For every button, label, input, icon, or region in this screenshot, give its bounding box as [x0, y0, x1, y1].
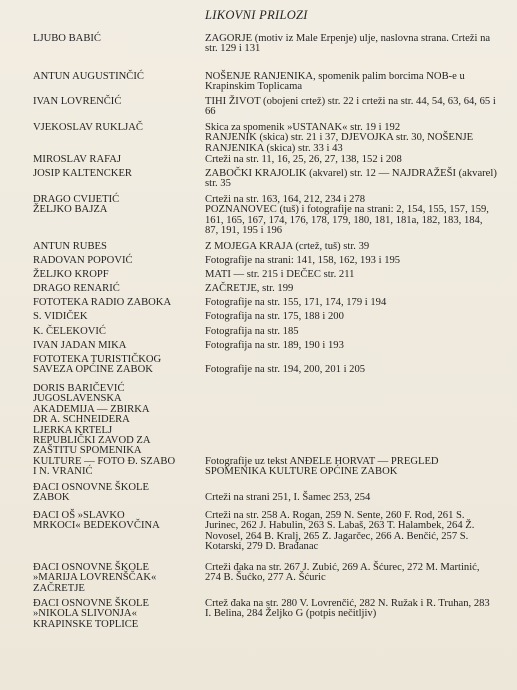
credit-description: Fotografije na str. 155, 171, 174, 179 i 194: [205, 297, 387, 308]
credit-description: Fotografija na str. 185: [205, 326, 299, 337]
artist-name: ŽELJKO KROPF: [33, 269, 109, 280]
artist-name: ĐACI OSNOVNE ŠKOLE »MARIJA LOVRENŠČAK« ZAČRETJE: [33, 562, 157, 594]
artist-name: FOTOTEKA TURISTIČKOG SAVEZA OPĆINE ZABOK: [33, 354, 162, 376]
artist-name: LJUBO BABIĆ: [33, 33, 101, 44]
credit-description: MATI — str. 215 i DEČEC str. 211: [205, 269, 355, 280]
artist-name: IVAN JADAN MIKA: [33, 340, 127, 351]
credit-entry: [33, 155, 498, 165]
credit-description: Fotografija na str. 175, 188 i 200: [205, 311, 344, 322]
credit-entry: [33, 312, 498, 322]
credit-description: Crteži na str. 258 A. Rogan, 259 N. Sente, 260 F. Rod, 261 S. Jurinec, 262 J. Habulin, 263 S. Labaš, 263 T. Halambek, 264 Ž. Novosel, 264 B. Kralj, 265 Z. Jagarčec, 266 A. Benčić, 257 S. Kotarski, 279 D. Brađanac: [205, 510, 475, 553]
artist-name: IVAN LOVRENČIĆ: [33, 96, 122, 107]
credit-description: ZABOČKI KRAJOLIK (akvarel) str. 12 — NAJDRAŽEŠI (akvarel) str. 35: [205, 168, 497, 190]
artist-name: ANTUN RUBES: [33, 241, 107, 252]
credit-entry: [33, 511, 498, 553]
credit-description: Crteži đaka na str. 267 J. Zubić, 269 A. Šćurec, 272 M. Martinić, 274 B. Šućko, 277 A. Šćuric: [205, 562, 480, 584]
credit-description: ZAČRETJE, str. 199: [205, 283, 294, 294]
credit-entry: [33, 298, 498, 308]
credit-description: Fotografije uz tekst ANĐELE HORVAT — PREGLED SPOMENIKA KULTURE OPĆINE ZABOK: [205, 455, 439, 478]
artist-name: ĐACI OSNOVNE ŠKOLE »NIKOLA SLIVONJA« KRAPINSKE TOPLICE: [33, 598, 149, 630]
credit-description: Crteži na strani 251, I. Šamec 253, 254: [205, 492, 371, 504]
credit-entry: [33, 97, 498, 118]
artist-name: JOSIP KALTENCKER: [33, 168, 132, 179]
credit-entry: [33, 562, 498, 594]
credit-entry: [33, 270, 498, 280]
credit-entry: [33, 341, 498, 351]
artist-name: MIROSLAV RAFAJ: [33, 154, 122, 165]
credit-entry: [33, 256, 498, 266]
credit-entry: [33, 327, 498, 337]
artist-name: DORIS BARIČEVIĆ JUGOSLAVENSKA AKADEMIJA — ZBIRKA DR A. SCHNEIDERA LJERKA KRTELJ REPUBLIČKI ZAVOD ZA ZAŠTITU SPOMENIKA KULTURE — FOTO Đ. SZABO I N. VRANIĆ: [33, 383, 176, 478]
credit-description: TIHI ŽIVOT (obojeni crtež) str. 22 i crteži na str. 44, 54, 63, 64, 65 i 66: [205, 96, 496, 118]
credit-entry: [33, 242, 498, 252]
credit-description: Skica za spomenik »USTANAK« str. 19 i 192 RANJENIK (skica) str. 21 i 37, DJEVOJKA str. 30, NOŠENJE RANJENIKA (skica) str. 33 i 43: [205, 122, 474, 154]
page-heading: LIKOVNI PRILOZI: [205, 8, 308, 22]
artist-name: RADOVAN POPOVIĆ: [33, 255, 133, 266]
credit-entry: [33, 284, 498, 294]
credit-entry: [33, 195, 498, 237]
credit-entry: [33, 355, 498, 376]
credit-entry: [33, 598, 498, 630]
credit-entry: [33, 384, 498, 478]
credit-description: Crtež đaka na str. 280 V. Lovrenčić, 282 N. Ružak i R. Truhan, 283 I. Belina, 284 Željko G (potpis nečitljiv): [205, 598, 490, 620]
artist-name: S. VIDIČEK: [33, 311, 88, 322]
credit-entry: [33, 72, 498, 93]
artist-name: K. ČELEKOVIĆ: [33, 326, 106, 337]
credit-entry: [33, 483, 498, 504]
credit-description: Fotografije na strani: 141, 158, 162, 193 i 195: [205, 255, 401, 266]
credit-description: Fotografija na str. 189, 190 i 193: [205, 340, 344, 351]
credit-description: Crteži na str. 11, 16, 25, 26, 27, 138, 152 i 208: [205, 154, 402, 165]
artist-name: DRAGO CVIJETIĆ ŽELJKO BAJZA: [33, 194, 120, 216]
artist-name: FOTOTEKA RADIO ZABOKA: [33, 297, 172, 308]
credit-description: Z MOJEGA KRAJA (crtež, tuš) str. 39: [205, 241, 370, 252]
artist-name: ANTUN AUGUSTINČIĆ: [33, 71, 144, 82]
credit-description: Fotografije na str. 194, 200, 201 i 205: [205, 364, 366, 376]
credit-description: ZAGORJE (motiv iz Male Erpenje) ulje, naslovna strana. Crteži na str. 129 i 131: [205, 33, 491, 55]
credit-entry: [33, 123, 498, 154]
credit-entry: [33, 34, 498, 55]
artist-name: VJEKOSLAV RUKLJAČ: [33, 122, 143, 133]
artist-name: ĐACI OŠ »SLAVKO MRKOCI« BEDEKOVČINA: [33, 510, 160, 532]
credit-description: Crteži na str. 163, 164, 212, 234 i 278 POZNANOVEC (tuš) i fotografije na strani: 2, 154, 155, 157, 159, 161, 165, 167, 174, 176, 178, 179, 180, 181, 181a, 182, 183, 184, 87, 191, 195 i 196: [205, 194, 489, 237]
credit-description: NOŠENJE RANJENIKA, spomenik palim borcima NOB-e u Krapinskim Toplicama: [205, 71, 465, 93]
artist-name: DRAGO RENARIĆ: [33, 283, 120, 294]
credit-entry: [33, 169, 498, 190]
artist-name: ĐACI OSNOVNE ŠKOLE ZABOK: [33, 482, 149, 504]
